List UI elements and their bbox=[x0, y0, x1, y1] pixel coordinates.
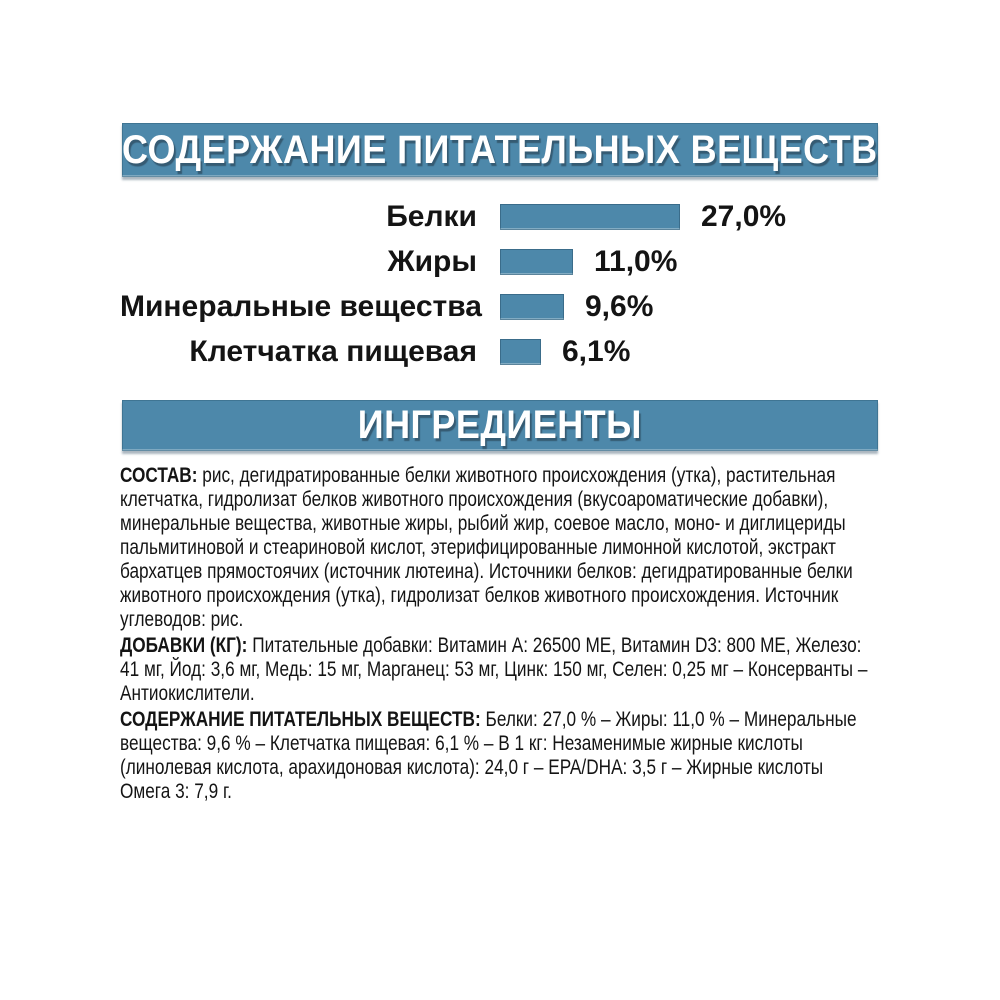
text-line bbox=[120, 464, 836, 488]
composition-paragraph bbox=[120, 464, 880, 632]
chart-row-fiber bbox=[120, 329, 880, 374]
bar-label-protein: Белки bbox=[386, 199, 477, 233]
nutrient-content-lead: Белки: 27,0 % – Жиры: 11,0 % – Минеральные bbox=[485, 708, 857, 731]
bar-protein bbox=[500, 204, 680, 230]
additives-paragraph bbox=[120, 634, 880, 706]
nutrient-content-label: СОДЕРЖАНИЕ ПИТАТЕЛЬНЫХ ВЕЩЕСТВ: bbox=[120, 708, 481, 731]
bar-label-minerals: Минеральные вещества bbox=[120, 289, 482, 323]
bar-fiber bbox=[500, 339, 541, 365]
composition-lead: рис, дегидратированные белки животного происхождения (утка), растительная bbox=[202, 464, 836, 487]
chart-row-protein bbox=[120, 194, 880, 239]
text-line: Антиокислители. bbox=[120, 682, 255, 705]
bar-value-fiber: 6,1% bbox=[562, 334, 631, 368]
nutrient-content-paragraph bbox=[120, 708, 880, 804]
text-line bbox=[120, 634, 862, 658]
text-line: 41 мг, Йод: 3,6 мг, Медь: 15 мг, Марганец: 53 мг, Цинк: 150 мг, Селен: 0,25 мг – Консерванты – bbox=[120, 658, 868, 681]
bar-value-minerals: 9,6% bbox=[585, 289, 654, 323]
text-line: (линолевая кислота, арахидоновая кислота): 24,0 г – EPA/DHA: 3,5 г – Жирные кислоты bbox=[120, 756, 824, 779]
text-line: животного происхождения (утка), гидролизат белков животного происхождения. Источник bbox=[120, 584, 839, 607]
additives-lead: Питательные добавки: Витамин А: 26500 МЕ, Витамин D3: 800 МЕ, Железо: bbox=[252, 634, 862, 657]
chart-row-minerals bbox=[120, 284, 880, 329]
additives-label: ДОБАВКИ (КГ): bbox=[120, 634, 248, 657]
composition-label: СОСТАВ: bbox=[120, 464, 198, 487]
bar-value-protein: 27,0% bbox=[701, 199, 787, 233]
text-line bbox=[120, 708, 857, 732]
bar-minerals bbox=[500, 294, 564, 320]
text-line: минеральные вещества, животные жиры, рыбий жир, соевое масло, моно- и диглицериды bbox=[120, 512, 846, 535]
text-line: углеводов: рис. bbox=[120, 608, 244, 631]
nutrition-header-title: СОДЕРЖАНИЕ ПИТАТЕЛЬНЫХ ВЕЩЕСТВ bbox=[122, 127, 878, 172]
text-line: пальмитиновой и стеариновой кислот, этерифицированные лимонной кислотой, экстракт bbox=[120, 536, 836, 559]
bar-label-fat: Жиры bbox=[387, 244, 477, 278]
text-line: клетчатка, гидролизат белков животного происхождения (вкусоароматические добавки), bbox=[120, 488, 829, 511]
ingredients-header-band bbox=[122, 400, 878, 451]
chart-row-fat bbox=[120, 239, 880, 284]
ingredients-header-title: ИНГРЕДИЕНТЫ bbox=[357, 403, 643, 447]
bar-value-fat: 11,0% bbox=[594, 244, 678, 278]
text-line: Омега 3: 7,9 г. bbox=[120, 780, 232, 803]
text-line: вещества: 9,6 % – Клетчатка пищевая: 6,1 % – В 1 кг: Незаменимые жирные кислоты bbox=[120, 732, 803, 755]
text-line: бархатцев прямостоячих (источник лютеина). Источники белков: дегидратированные белки bbox=[120, 560, 853, 583]
nutrient-bar-chart bbox=[120, 194, 880, 374]
label-text-block bbox=[120, 464, 880, 806]
bar-fat bbox=[500, 249, 573, 275]
nutrition-header-band bbox=[122, 123, 878, 177]
bar-label-fiber: Клетчатка пищевая bbox=[189, 334, 477, 368]
